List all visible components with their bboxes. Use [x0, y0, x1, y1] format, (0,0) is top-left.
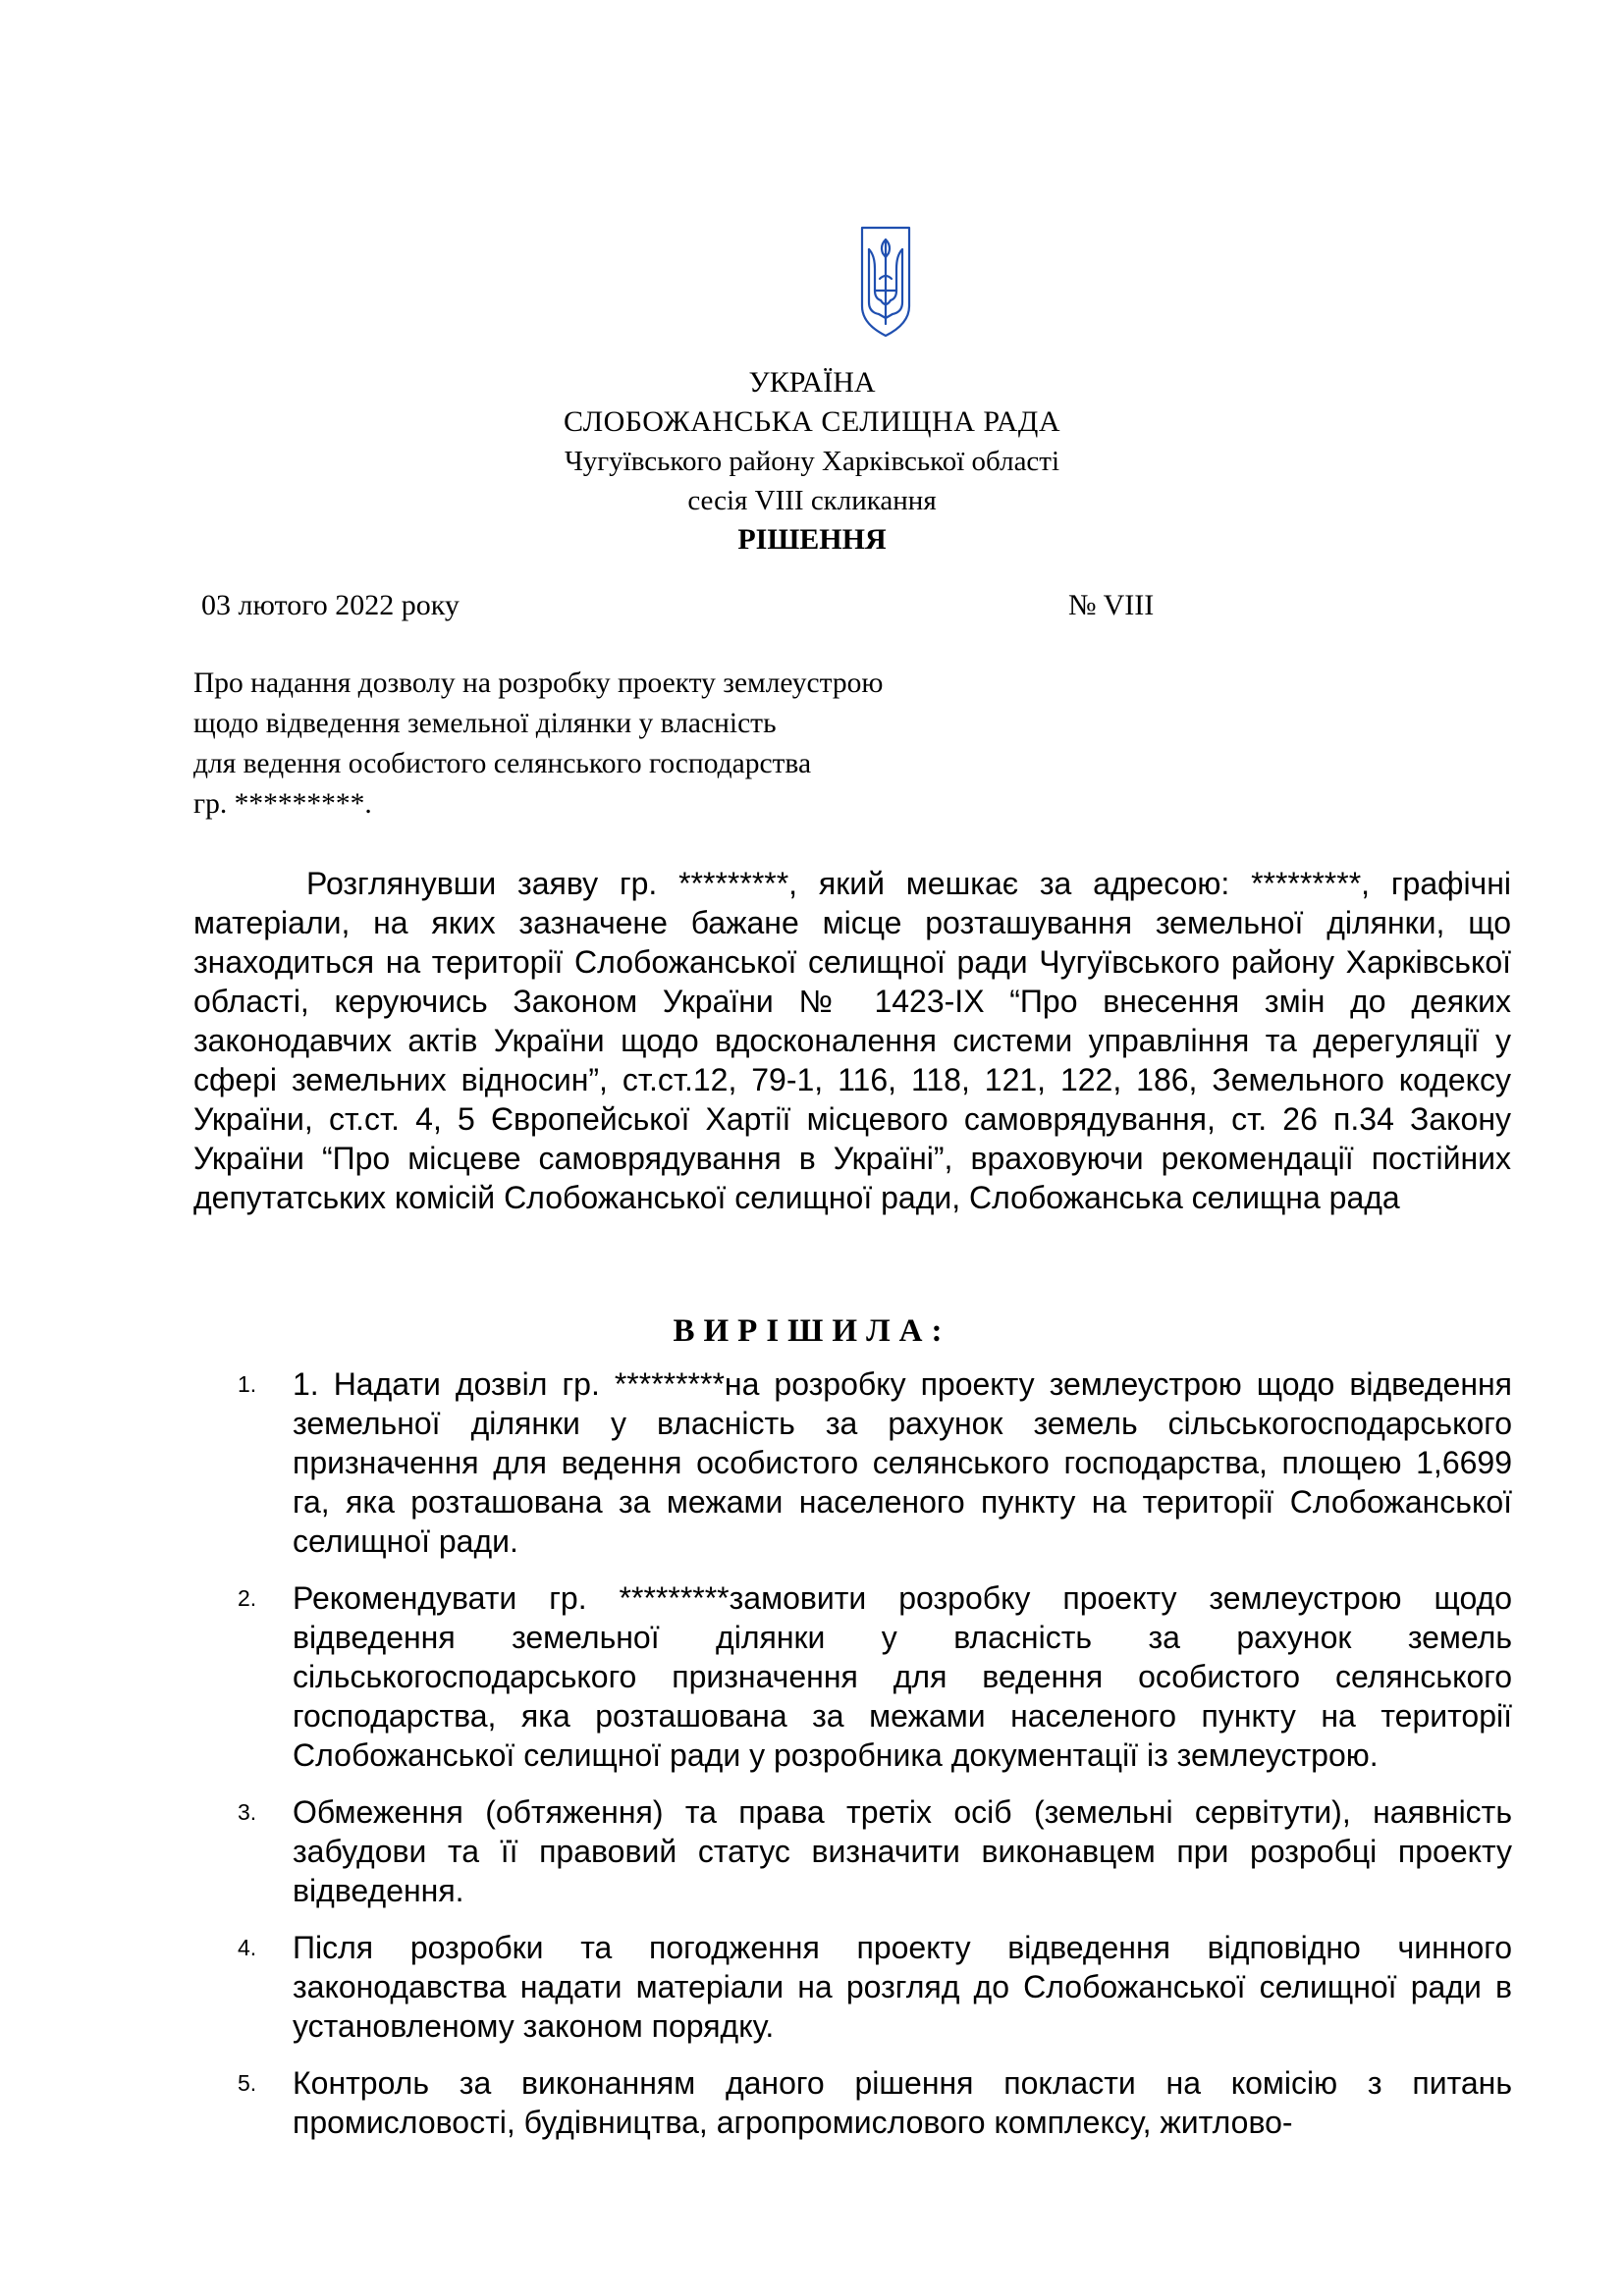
- item-text: Обмеження (обтяження) та права третіх осіб (земельні сервітути), наявність забудови та її правовий статус визначити виконавцем при розробці проекту відведення.: [293, 1794, 1512, 1908]
- item-text: Рекомендувати гр. *********замовити розробку проекту землеустрою щодо відведення земельної ділянки у власність за рахунок земель сільськогосподарського призначення для ведення особистого селянського господарства, яка розташована за межами населеного пункту на території Слобожанської селищної ради у розробника документації із землеустрою.: [293, 1580, 1512, 1773]
- item-text: Після розробки та погодження проекту відведення відповідно чинного законодавства надати матеріали на розгляд до Слобожанської селищної ради в установленому законом порядку.: [293, 1930, 1512, 2044]
- item-number: 4.: [238, 1935, 257, 1960]
- decision-date: 03 лютого 2022 року: [201, 589, 460, 621]
- subject-line: щодо відведення земельної ділянки у власність: [193, 708, 777, 739]
- item-number: 1.: [238, 1371, 257, 1397]
- preamble-paragraph: Розглянувши заяву гр. *********, який мешкає за адресою: *********, графічні матеріали, на яких зазначене бажане місце розташування земельної ділянки, що знаходиться на території Слобожанської селищної ради Чугуївського району Харківської області, керуючись Законом України № 1423-IX “Про внесення змін до деяких законодавчих актів України щодо вдосконалення системи управління та дерегуляції у сфері земельних відносин”, ст.ст.12, 79-1, 116, 118, 121, 122, 186, Земельного кодексу України, ст.ст. 4, 5 Європейської Хартії місцевого самоврядування, ст. 26 п.34 Закону України “Про місцеве самоврядування в Україні”, враховуючи рекомендації постійних депутатських комісій Слобожанської селищної ради, Слобожанська селищна рада: [193, 866, 1511, 1215]
- item-text: 1. Надати дозвіл гр. *********на розробку проекту землеустрою щодо відведення земельної ділянки у власність за рахунок земель сільськогосподарського призначення для ведення особистого селянського господарства, площею 1,6699 га, яка розташована за межами населеного пункту на території Слобожанської селищної ради.: [293, 1366, 1512, 1559]
- coat-of-arms-icon: [859, 222, 912, 340]
- item-text: Контроль за виконанням даного рішення покласти на комісію з питань промисловості, будівництва, агропромислового комплексу, житлово-: [293, 2065, 1512, 2140]
- session-label: сесія VIII скликання: [687, 485, 937, 516]
- decision-subject: [193, 664, 979, 825]
- decision-number: № VIII: [1068, 589, 1155, 621]
- item-number: 5.: [238, 2070, 257, 2096]
- country-name: УКРАЇНА: [748, 366, 876, 399]
- resolved-heading: ВИРІШИЛА:: [673, 1313, 951, 1349]
- item-number: 2.: [238, 1585, 257, 1611]
- subject-line: для ведення особистого селянського господарства: [193, 748, 812, 779]
- subject-line: Про надання дозволу на розробку проекту землеустрою: [193, 667, 884, 699]
- council-name: СЛОБОЖАНСЬКА СЕЛИЩНА РАДА: [563, 405, 1061, 438]
- document-header: [0, 363, 1624, 560]
- subject-line: гр. *********.: [193, 788, 372, 820]
- document-type: РІШЕННЯ: [737, 523, 887, 556]
- item-number: 3.: [238, 1799, 257, 1825]
- district-name: Чугуївського району Харківської області: [564, 446, 1060, 477]
